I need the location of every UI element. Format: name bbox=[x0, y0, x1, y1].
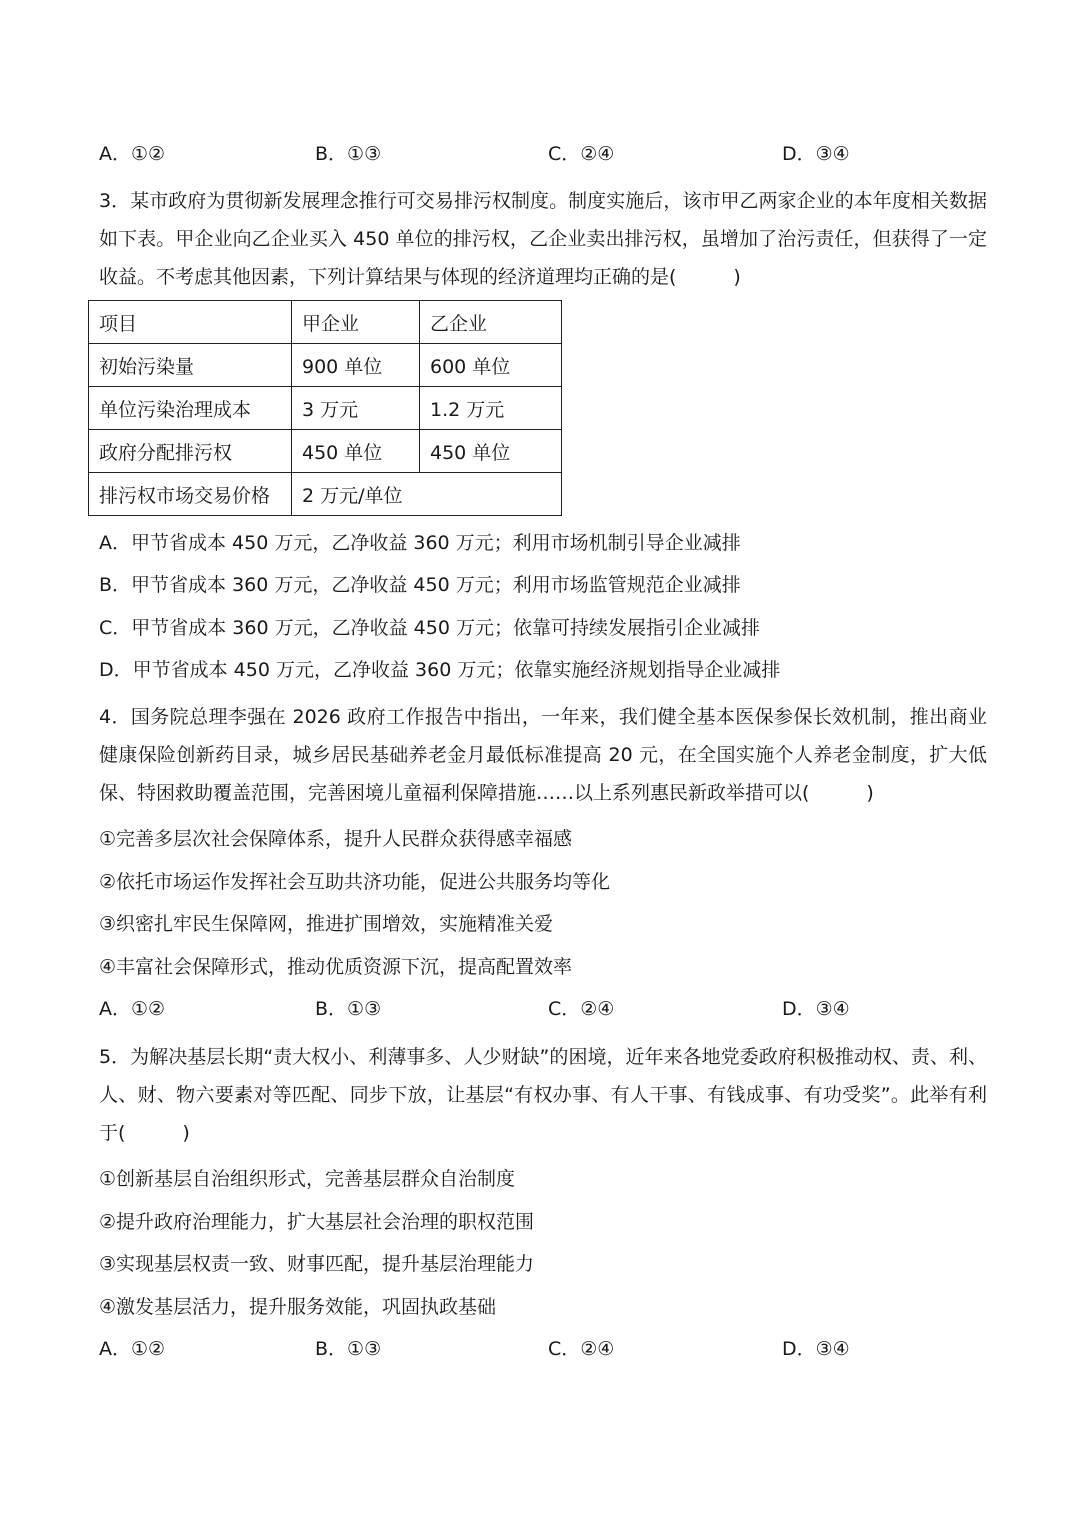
q2-options bbox=[99, 142, 979, 166]
q4-stem: 4．国务院总理李强在 2026 政府工作报告中指出，一年来，我们健全基本医保参保长效机制，推出商业健康保险创新药目录，城乡居民基础养老金月最低标准提高 20 元，在全国实施个人养老金制度，扩大低保、特困救助覆盖范围，完善困境儿童福利保障措施……以上系列惠民新政举措可以( ) bbox=[99, 706, 987, 804]
q5-options bbox=[99, 1337, 979, 1361]
q5-item-1: ①创新基层自治组织形式，完善基层群众自治制度 bbox=[99, 1168, 516, 1190]
q4-item-1: ①完善多层次社会保障体系，提升人民群众获得感幸福感 bbox=[99, 828, 573, 850]
q5-option-c: C．②④ bbox=[548, 1338, 615, 1360]
q3-option-c: C．甲节省成本 360 万元，乙净收益 450 万元；依靠可持续发展指引企业减排 bbox=[99, 617, 760, 639]
table-cell: 1.2 万元 bbox=[420, 387, 562, 430]
q2-option-a: A．①② bbox=[99, 143, 166, 165]
q5-item-3: ③实现基层权责一致、财事匹配，提升基层治理能力 bbox=[99, 1253, 535, 1275]
table-row bbox=[89, 473, 562, 516]
q2-option-b: B．①③ bbox=[315, 143, 382, 165]
q5-option-b: B．①③ bbox=[315, 1338, 382, 1360]
q2-option-c: C．②④ bbox=[548, 143, 615, 165]
table-cell: 初始污染量 bbox=[89, 344, 292, 387]
table-cell: 600 单位 bbox=[420, 344, 562, 387]
q4-item-3: ③织密扎牢民生保障网，推进扩围增效，实施精准关爱 bbox=[99, 913, 554, 935]
q4-option-d: D．③④ bbox=[782, 998, 850, 1020]
table-cell: 政府分配排污权 bbox=[89, 430, 292, 473]
q4-option-b: B．①③ bbox=[315, 998, 382, 1020]
q4-item-2: ②依托市场运作发挥社会互助共济功能，促进公共服务均等化 bbox=[99, 871, 611, 893]
table-row bbox=[89, 387, 562, 430]
table-cell: 单位污染治理成本 bbox=[89, 387, 292, 430]
table-cell: 900 单位 bbox=[292, 344, 420, 387]
table-cell: 3 万元 bbox=[292, 387, 420, 430]
table-cell: 450 单位 bbox=[292, 430, 420, 473]
table-header-cell: 项目 bbox=[89, 301, 292, 344]
q4-item-4: ④丰富社会保障形式，推动优质资源下沉，提高配置效率 bbox=[99, 956, 573, 978]
table-cell: 排污权市场交易价格 bbox=[89, 473, 292, 516]
q3-table bbox=[88, 300, 562, 516]
table-header-cell: 甲企业 bbox=[292, 301, 420, 344]
table-row bbox=[89, 344, 562, 387]
q3-option-a: A．甲节省成本 450 万元，乙净收益 360 万元；利用市场机制引导企业减排 bbox=[99, 532, 741, 554]
q5-item-4: ④激发基层活力，提升服务效能，巩固执政基础 bbox=[99, 1296, 497, 1318]
table-header-cell: 乙企业 bbox=[420, 301, 562, 344]
q2-option-d: D．③④ bbox=[782, 143, 850, 165]
table-cell: 450 单位 bbox=[420, 430, 562, 473]
table-cell: 2 万元/单位 bbox=[292, 473, 562, 516]
table-row bbox=[89, 430, 562, 473]
q5-item-2: ②提升政府治理能力，扩大基层社会治理的职权范围 bbox=[99, 1211, 535, 1233]
q3-option-b: B．甲节省成本 360 万元，乙净收益 450 万元；利用市场监管规范企业减排 bbox=[99, 574, 741, 596]
q4-option-a: A．①② bbox=[99, 998, 166, 1020]
q3-stem: 3．某市政府为贯彻新发展理念推行可交易排污权制度。制度实施后，该市甲乙两家企业的本年度相关数据如下表。甲企业向乙企业买入 450 单位的排污权，乙企业卖出排污权，虽增加了治污责任，但获得了一定收益。不考虑其他因素，下列计算结果与体现的经济道理均正确的是( ) bbox=[99, 190, 987, 288]
q4-option-c: C．②④ bbox=[548, 998, 615, 1020]
q3-option-d: D．甲节省成本 450 万元，乙净收益 360 万元；依靠实施经济规划指导企业减排 bbox=[99, 659, 781, 681]
table-header-row bbox=[89, 301, 562, 344]
q5-option-d: D．③④ bbox=[782, 1338, 850, 1360]
q5-option-a: A．①② bbox=[99, 1338, 166, 1360]
q4-options bbox=[99, 997, 979, 1021]
q5-stem: 5．为解决基层长期“责大权小、利薄事多、人少财缺”的困境，近年来各地党委政府积极推动权、责、利、人、财、物六要素对等匹配、同步下放，让基层“有权办事、有人干事、有钱成事、有功受奖”。此举有利于( ) bbox=[99, 1046, 987, 1144]
